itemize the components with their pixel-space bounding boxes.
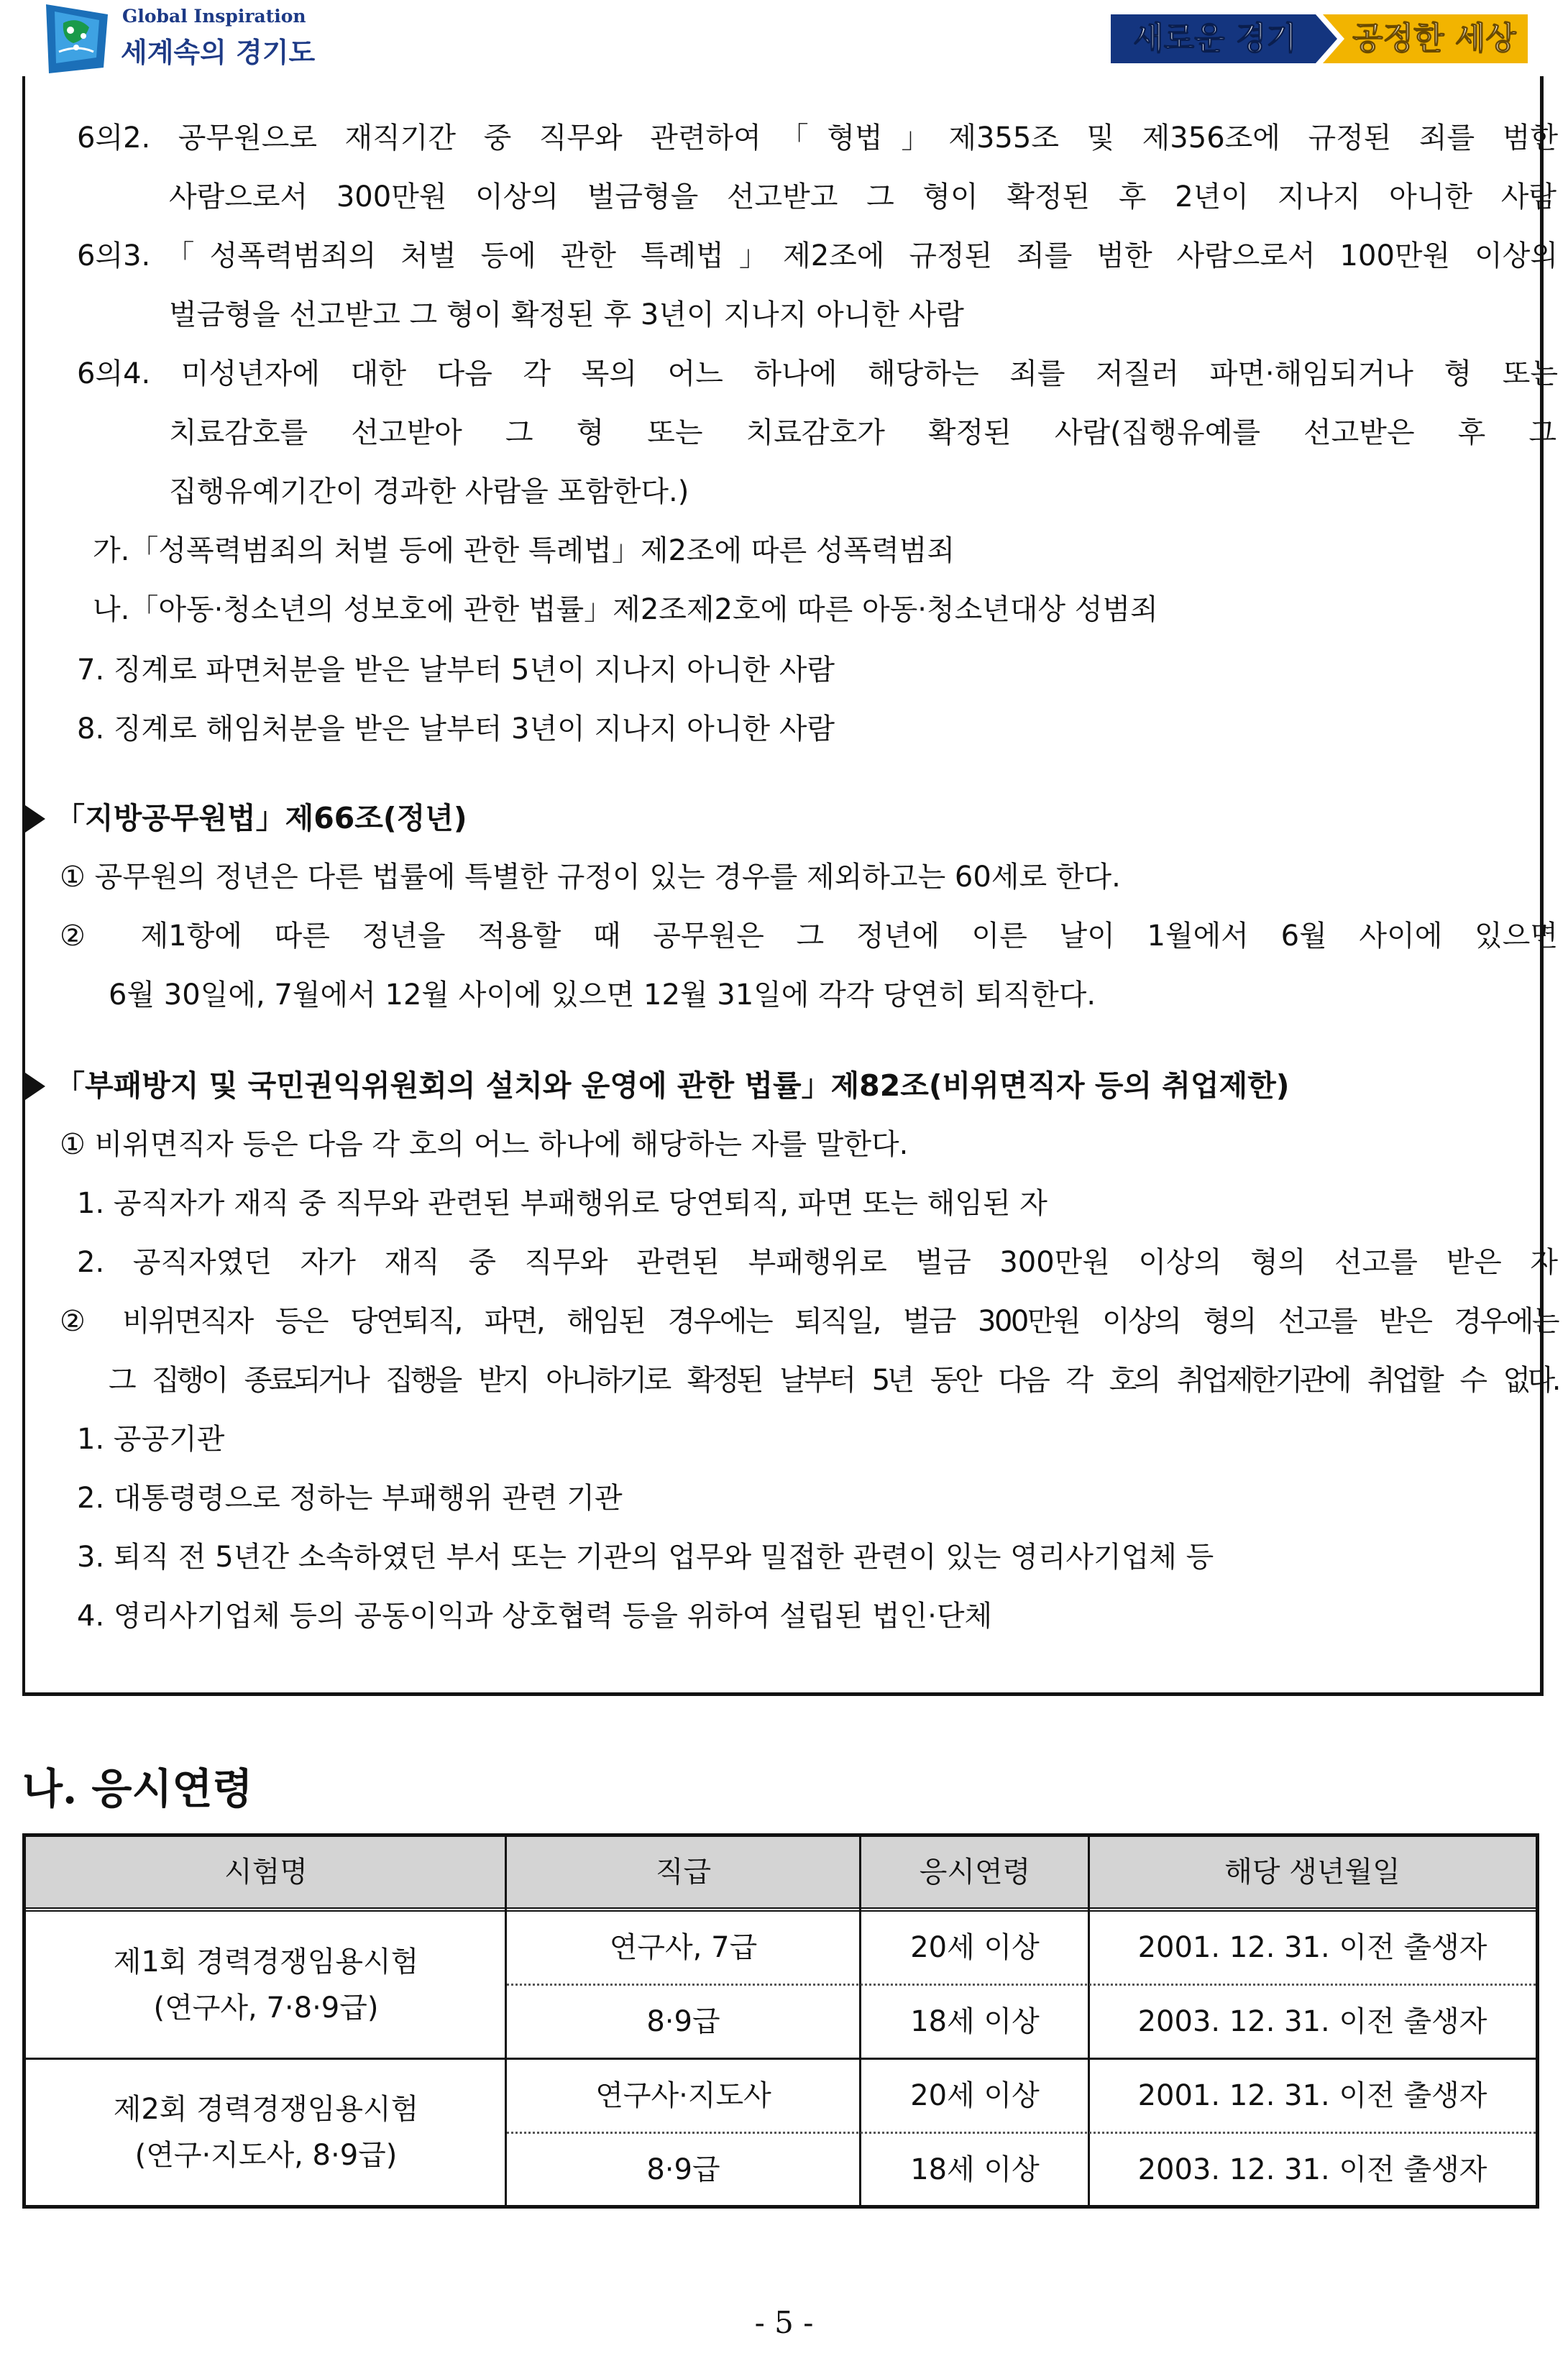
table-cell-exam-1 — [26, 1912, 506, 2058]
law-item-7: 7. 징계로 파면처분을 받은 날부터 5년이 지나지 아니한 사람 — [77, 654, 835, 687]
header-double-rule — [26, 1907, 1536, 1912]
table-cell-grade: 8·9급 — [646, 2153, 720, 2186]
table-cell-grade: 연구사, 7급 — [609, 1931, 758, 1964]
group-divider — [26, 2058, 1536, 2060]
table-cell-age: 18세 이상 — [910, 2005, 1040, 2038]
triangle-bullet-icon — [25, 805, 45, 833]
law-item-6-3: 6의3.「성폭력범죄의 처벌 등에 관한 특례법」제2조에 규정된 죄를 범한 사람으로서 100만원 이상의 — [77, 239, 1558, 272]
restricted-institution-4: 4. 영리사기업체 등의 공동이익과 상호협력 등을 위하여 설립된 법인·단체 — [77, 1600, 993, 1633]
employment-restriction-item-2: 2. 공직자였던 자가 재직 중 직무와 관련된 부패행위로 벌금 300만원 이상의 형의 선고를 받은 자 — [77, 1246, 1558, 1279]
table-cell-birthdate: 2001. 12. 31. 이전 출생자 — [1137, 2079, 1487, 2112]
law-item-8: 8. 징계로 해임처분을 받은 날부터 3년이 지나지 아니한 사람 — [77, 712, 835, 746]
law-item-6-4: 6의4. 미성년자에 대한 다음 각 목의 어느 하나에 해당하는 죄를 저질러 파면·해임되거나 형 또는 — [77, 357, 1558, 390]
retirement-clause-2-cont: 6월 30일에, 7월에서 12월 사이에 있으면 12월 31일에 각각 당연히 퇴직한다. — [109, 978, 1096, 1012]
row-dotted-divider — [507, 2132, 1536, 2134]
retirement-clause-2: ② 제1항에 따른 정년을 적용할 때 공무원은 그 정년에 이른 날이 1월에서 6월 사이에 있으면 — [60, 920, 1558, 953]
law-item-6-4-cont2: 집행유예기간이 경과한 사람을 포함한다.) — [169, 475, 689, 508]
gyeonggi-emblem-icon — [42, 1, 114, 76]
column-divider — [505, 1837, 507, 2205]
slogan-left: 새로운 경기 — [1133, 20, 1297, 57]
table-header-grade: 직급 — [506, 1837, 861, 1907]
table-cell-age: 20세 이상 — [910, 2079, 1040, 2112]
column-divider — [859, 1837, 861, 2205]
table-header-birthdate: 해당 생년월일 — [1089, 1837, 1536, 1907]
law-item-6-2-cont: 사람으로서 300만원 이상의 벌금형을 선고받고 그 형이 확정된 후 2년이 지나지 아니한 사람 — [169, 180, 1556, 214]
law-item-6-3-cont: 벌금형을 선고받고 그 형이 확정된 후 3년이 지나지 아니한 사람 — [169, 298, 964, 331]
table-cell-age: 20세 이상 — [910, 1931, 1040, 1964]
employment-restriction-item-1: 1. 공직자가 재직 중 직무와 관련된 부패행위로 당연퇴직, 파면 또는 해임된 자 — [77, 1187, 1047, 1220]
table-header-exam-name: 시험명 — [26, 1837, 506, 1907]
table-cell-birthdate: 2001. 12. 31. 이전 출생자 — [1137, 1931, 1487, 1964]
age-requirement-table — [22, 1833, 1539, 2209]
page-number: - 5 - — [754, 2305, 814, 2340]
table-header-age: 응시연령 — [861, 1837, 1089, 1907]
exam-1-name: 제1회 경력경쟁임용시험 — [113, 1945, 419, 1979]
slogan-banner — [1111, 14, 1528, 63]
table-cell-grade: 연구사·지도사 — [595, 2079, 771, 2112]
triangle-bullet-icon — [25, 1073, 45, 1100]
table-cell-birthdate: 2003. 12. 31. 이전 출생자 — [1137, 2153, 1487, 2186]
table-cell-age: 18세 이상 — [910, 2153, 1040, 2186]
restricted-institution-1: 1. 공공기관 — [77, 1423, 225, 1456]
law-subitem-ga: 가.「성폭력범죄의 처벌 등에 관한 특례법」제2조에 따른 성폭력범죄 — [93, 534, 955, 567]
employment-restriction-clause-2-cont: 그 집행이 종료되거나 집행을 받지 아니하기로 확정된 날부터 5년 동안 다음 각 호의 취업제한기관에 취업할 수 없다. — [109, 1364, 1558, 1397]
restricted-institution-3: 3. 퇴직 전 5년간 소속하였던 부서 또는 기관의 업무와 밀접한 관련이 있는 영리사기업체 등 — [77, 1541, 1214, 1574]
employment-restriction-clause-2: ② 비위면직자 등은 당연퇴직, 파면, 해임된 경우에는 퇴직일, 벌금 300만원 이상의 형의 선고를 받은 경우에는 — [60, 1305, 1558, 1338]
column-divider — [1088, 1837, 1090, 2205]
exam-2-name: 제2회 경력경쟁임용시험 — [113, 2093, 419, 2126]
law-item-6-4-cont: 치료감호를 선고받아 그 형 또는 치료감호가 확정된 사람(집행유예를 선고받은 후 그 — [169, 416, 1556, 449]
slogan-right: 공정한 세상 — [1352, 20, 1516, 57]
exam-1-scope: (연구사, 7·8·9급) — [153, 1991, 379, 2025]
logo-subtitle: Global Inspiration — [122, 6, 306, 27]
law-heading-anti-corruption: 「부패방지 및 국민권익위원회의 설치와 운영에 관한 법률」제82조(비위면직자 등의 취업제한) — [25, 1068, 1290, 1104]
employment-restriction-clause-1: ① 비위면직자 등은 다음 각 호의 어느 하나에 해당하는 자를 말한다. — [60, 1128, 909, 1161]
law-heading-local-public-officials: 「지방공무원법」제66조(정년) — [25, 801, 467, 836]
law-subitem-na: 나.「아동·청소년의 성보호에 관한 법률」제2조제2호에 따른 아동·청소년대상 성범죄 — [93, 593, 1158, 626]
restricted-institution-2: 2. 대통령령으로 정하는 부패행위 관련 기관 — [77, 1482, 623, 1515]
gyeonggi-logo — [42, 1, 315, 76]
logo-title: 세계속의 경기도 — [121, 37, 316, 68]
row-dotted-divider — [507, 1984, 1536, 1986]
exam-2-scope: (연구·지도사, 8·9급) — [134, 2139, 398, 2172]
table-cell-grade: 8·9급 — [646, 2005, 720, 2038]
table-cell-exam-2 — [26, 2060, 506, 2205]
section-title-age-requirement: 나. 응시연령 — [22, 1764, 253, 1813]
table-cell-birthdate: 2003. 12. 31. 이전 출생자 — [1137, 2005, 1487, 2038]
law-excerpt-box — [22, 76, 1558, 1696]
retirement-clause-1: ① 공무원의 정년은 다른 법률에 특별한 규정이 있는 경우를 제외하고는 60세로 한다. — [60, 861, 1121, 894]
law-item-6-2: 6의2. 공무원으로 재직기간 중 직무와 관련하여「형법」제355조 및 제356조에 규정된 죄를 범한 — [77, 122, 1558, 155]
